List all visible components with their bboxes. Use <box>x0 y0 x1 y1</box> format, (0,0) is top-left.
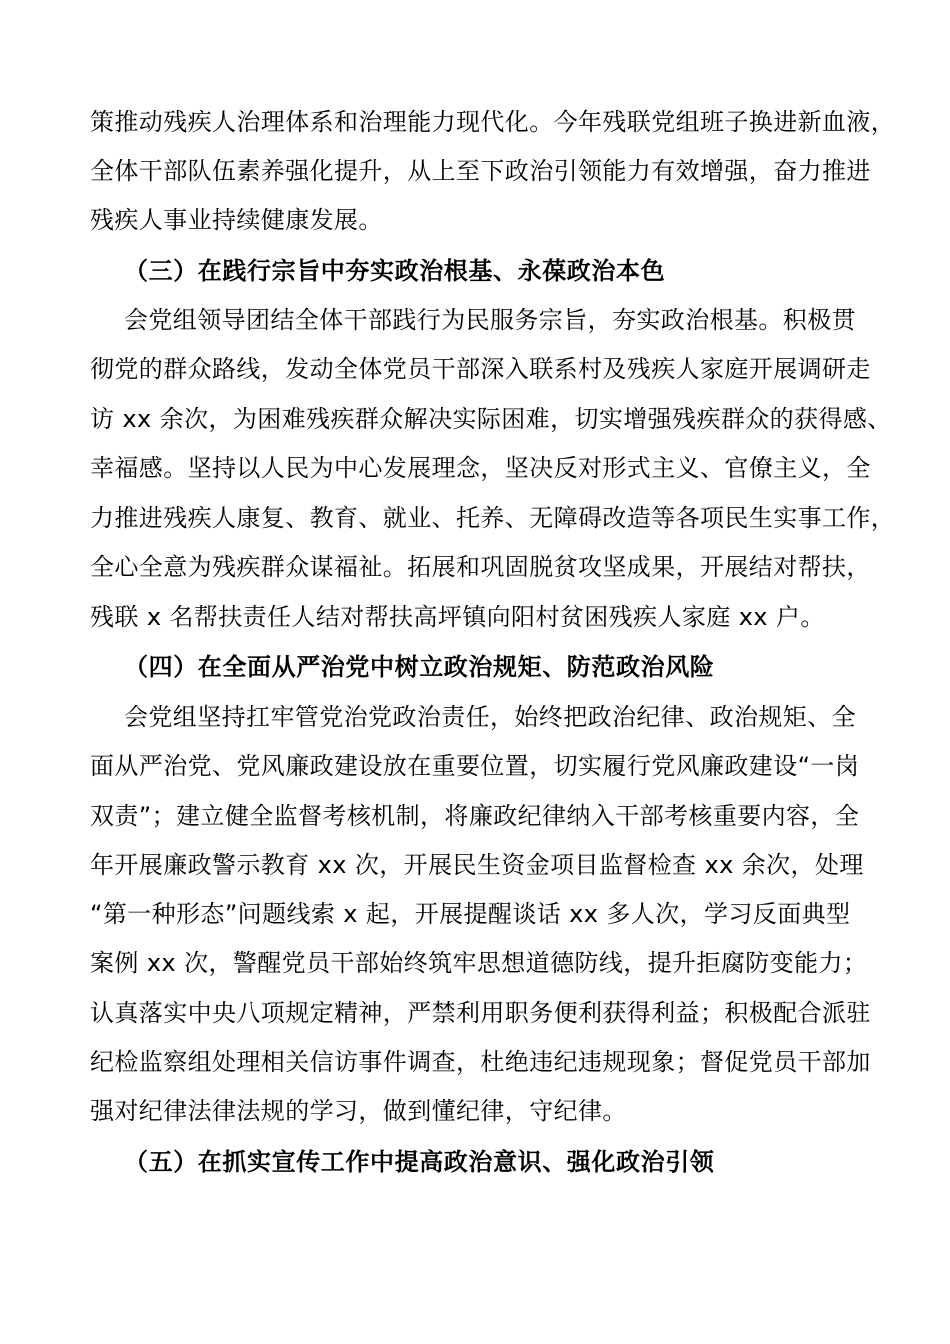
para2-line-5: 力推进残疾人康复、教育、就业、托养、无障碍改造等各项民生实事工作， <box>90 504 896 532</box>
para1-line-2: 全体干部队伍素养强化提升，从上至下政治引领能力有效增强，奋力推进 <box>90 157 871 185</box>
para3-line-1: 会党组坚持扛牢管党治党政治责任，始终把政治纪律、政治规矩、全 <box>124 703 856 731</box>
para3-line-7: 认真落实中央八项规定精神，严禁利用职务便利获得利益；积极配合派驻 <box>90 999 871 1027</box>
para2-line-3: 访 xx 余次，为困难残疾群众解决实际困难，切实增强残疾群众的获得感、 <box>90 405 892 433</box>
para2-line-1: 会党组领导团结全体干部践行为民服务宗旨，夯实政治根基。积极贯 <box>124 306 856 334</box>
para3-line-6: 案例 xx 次，警醒党员干部始终筑牢思想道德防线，提升拒腐防变能力； <box>90 949 868 977</box>
section-heading-3: （三）在践行宗旨中夯实政治根基、永葆政治本色 <box>124 257 666 285</box>
para3-line-5: “第一种形态”问题线索 x 起，开展提醒谈话 xx 多人次，学习反面典型 <box>90 900 851 928</box>
para3-line-9: 强对纪律法律法规的学习，做到懂纪律，守纪律。 <box>90 1097 627 1125</box>
para3-line-8: 纪检监察组处理相关信访事件调查，杜绝违纪违规现象；督促党员干部加 <box>90 1048 871 1076</box>
para3-line-2: 面从严治党、党风廉政建设放在重要位置，切实履行党风廉政建设“一岗 <box>90 752 860 780</box>
para2-line-2: 彻党的群众路线，发动全体党员干部深入联系村及残疾人家庭开展调研走 <box>90 355 871 383</box>
para2-line-7: 残联 x 名帮扶责任人结对帮扶高坪镇向阳村贫困残疾人家庭 xx 户。 <box>90 603 825 631</box>
para1-line-1: 策推动残疾人治理体系和治理能力现代化。今年残联党组班子换进新血液， <box>90 108 896 136</box>
section-heading-5: （五）在抓实宣传工作中提高政治意识、强化政治引领 <box>124 1148 715 1176</box>
section-heading-4: （四）在全面从严治党中树立政治规矩、防范政治风险 <box>124 653 715 681</box>
para2-line-6: 全心全意为残疾群众谋福祉。拓展和巩固脱贫攻坚成果，开展结对帮扶， <box>90 553 871 581</box>
para2-line-4: 幸福感。坚持以人民为中心发展理念，坚决反对形式主义、官僚主义，全 <box>90 454 871 482</box>
para3-line-4: 年开展廉政警示教育 xx 次，开展民生资金项目监督检查 xx 余次，处理 <box>90 851 864 879</box>
para3-line-3: 双责”；建立健全监督考核机制，将廉政纪律纳入干部考核重要内容，全 <box>90 802 860 830</box>
para1-line-3: 残疾人事业持续健康发展。 <box>90 206 383 234</box>
